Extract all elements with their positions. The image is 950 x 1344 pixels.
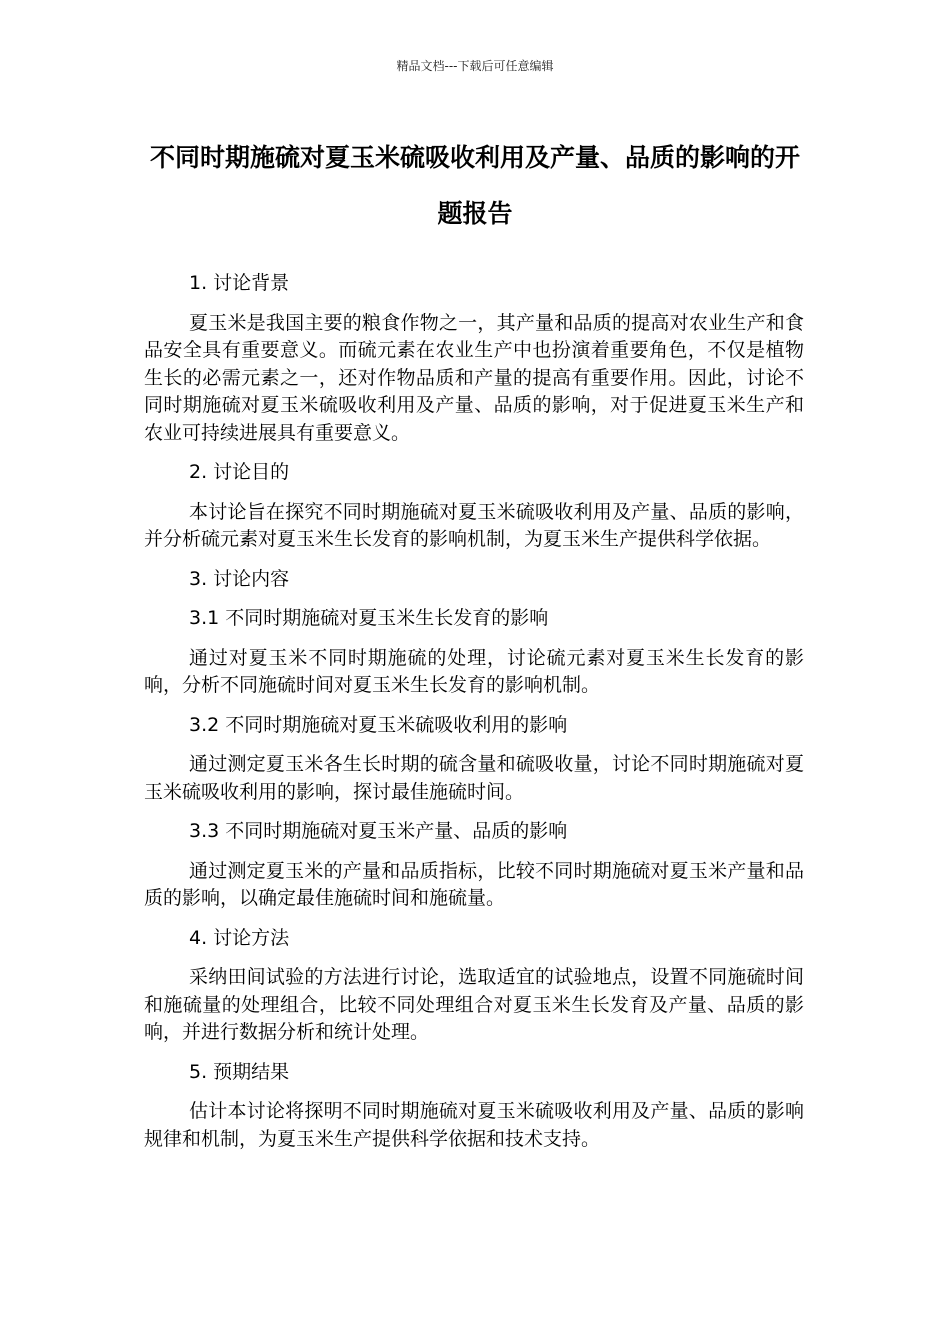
section-heading-method: 4. 讨论方法 [189, 926, 290, 949]
section-heading-content: 3. 讨论内容 [189, 567, 290, 590]
subsection-heading-3-3: 3.3 不同时期施硫对夏玉米产量、品质的影响 [189, 820, 568, 842]
document-title: 不同时期施硫对夏玉米硫吸收利用及产量、品质的影响的开题报告 [149, 143, 800, 228]
paragraph-3-3: 通过测定夏玉米的产量和品质指标，比较不同时期施硫对夏玉米产量和品质的影响，以确定最佳施硫时间和施硫量。 [144, 859, 804, 909]
section-heading-background: 1. 讨论背景 [189, 272, 290, 294]
paragraph-purpose: 本讨论旨在探究不同时期施硫对夏玉米硫吸收利用及产量、品质的影响，并分析硫元素对夏玉米生长发育的影响机制，为夏玉米生产提供科学依据。 [144, 500, 804, 550]
document-body [144, 270, 804, 1165]
paragraph-3-2: 通过测定夏玉米各生长时期的硫含量和硫吸收量，讨论不同时期施硫对夏玉米硫吸收利用的影响，探讨最佳施硫时间。 [144, 753, 804, 803]
section-heading-expected-results: 5. 预期结果 [189, 1060, 290, 1083]
paragraph-3-1: 通过对夏玉米不同时期施硫的处理，讨论硫元素对夏玉米生长发育的影响，分析不同施硫时间对夏玉米生长发育的影响机制。 [144, 646, 804, 696]
subsection-heading-3-1: 3.1 不同时期施硫对夏玉米生长发育的影响 [189, 607, 549, 629]
paragraph-method: 采纳田间试验的方法进行讨论，选取适宜的试验地点，设置不同施硫时间和施硫量的处理组合，比较不同处理组合对夏玉米生长发育及产量、品质的影响，并进行数据分析和统计处理。 [144, 966, 804, 1043]
subsection-heading-3-2: 3.2 不同时期施硫对夏玉米硫吸收利用的影响 [189, 713, 568, 736]
section-heading-purpose: 2. 讨论目的 [189, 461, 290, 483]
header-note: 精品文档---下载后可任意编辑 [396, 59, 554, 73]
paragraph-background: 夏玉米是我国主要的粮食作物之一，其产量和品质的提高对农业生产和食品安全具有重要意义。而硫元素在农业生产中也扮演着重要角色，不仅是植物生长的必需元素之一，还对作物品质和产量的提高有重要作用。因此，讨论不同时期施硫对夏玉米硫吸收利用及产量、品质的影响，对于促进夏玉米生产和农业可持续进展具有重要意义。 [144, 311, 804, 444]
paragraph-expected-results: 估计本讨论将探明不同时期施硫对夏玉米硫吸收利用及产量、品质的影响规律和机制，为夏玉米生产提供科学依据和技术支持。 [144, 1100, 804, 1150]
